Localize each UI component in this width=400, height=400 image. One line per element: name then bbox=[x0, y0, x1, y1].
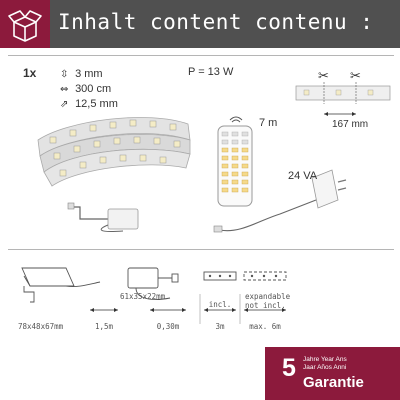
scissors-icon-2: ✂ bbox=[350, 69, 361, 84]
led-strip-coil-image bbox=[28, 110, 208, 200]
header-title: Inhalt content contenu : bbox=[58, 10, 374, 34]
strip-cut-diagram bbox=[292, 66, 392, 126]
controller-outline bbox=[128, 268, 158, 288]
spec-length bbox=[60, 82, 118, 97]
spec-length-value: 300 cm bbox=[75, 83, 112, 95]
cut-length-label: 167 mm bbox=[332, 119, 369, 130]
spec-height-value: 3 mm bbox=[75, 68, 103, 80]
spec-width-value: 12,5 mm bbox=[75, 98, 118, 110]
expandable-label: expandable bbox=[245, 292, 291, 301]
remote-range-label: 7 m bbox=[259, 117, 278, 129]
length-icon: ⇔ bbox=[60, 84, 69, 95]
expandable-length-label: max. 6m bbox=[249, 322, 281, 331]
adapter-voltage-label: 24 VA bbox=[288, 170, 318, 182]
strip-length-label: 3m bbox=[215, 322, 225, 331]
controller-size-label: 61x35x22mm bbox=[120, 292, 166, 301]
expandable-not-included-label: not incl. bbox=[245, 301, 286, 310]
header-badge bbox=[0, 0, 50, 48]
guarantee-line-1: Jahre Year Ans bbox=[303, 356, 347, 363]
cable-length-1: 1,5m bbox=[94, 322, 114, 331]
controller-image bbox=[68, 195, 168, 235]
adapter-outline bbox=[22, 268, 100, 302]
adapter-size-label: 78x48x67mm bbox=[18, 322, 64, 331]
spec-list bbox=[60, 67, 118, 112]
width-icon: ⇗ bbox=[60, 99, 69, 110]
guarantee-years: 5 bbox=[282, 354, 296, 382]
component-outlines bbox=[0, 258, 400, 348]
guarantee-line-2: Jaar Años Anni bbox=[303, 364, 347, 371]
height-icon: ⇳ bbox=[60, 69, 69, 80]
strip-included-label: incl. bbox=[208, 300, 232, 309]
wireless-signal-icon bbox=[230, 117, 242, 122]
power-label: P = 13 W bbox=[188, 66, 234, 78]
spec-height bbox=[60, 67, 118, 82]
guarantee-title: Garantie bbox=[303, 374, 364, 391]
scissors-icon: ✂ bbox=[318, 69, 329, 84]
open-box-icon bbox=[0, 0, 50, 48]
quantity-label: 1x bbox=[23, 66, 37, 80]
cable-length-2: 0,30m bbox=[156, 322, 180, 331]
